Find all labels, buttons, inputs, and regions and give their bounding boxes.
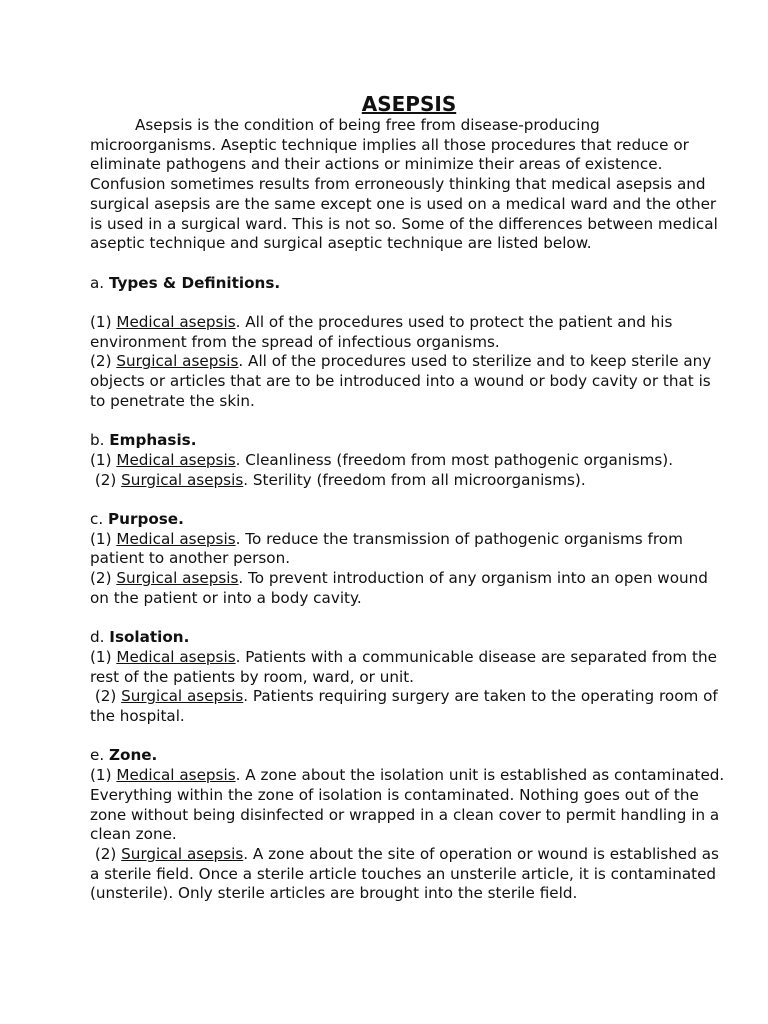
surgical-asepsis-term: Surgical asepsis	[121, 844, 244, 863]
section-b-medical	[90, 451, 728, 471]
section-c-medical	[90, 530, 728, 569]
item-number: (1)	[90, 450, 112, 469]
section-letter: b.	[90, 431, 105, 450]
section-a-medical	[90, 313, 728, 352]
item-text: . All of the procedures used to sterilize and to keep sterile any objects or articles that are to be introduced into a wound or body cavity or that is to penetrate the skin.	[90, 352, 712, 410]
medical-asepsis-term: Medical asepsis	[116, 313, 236, 331]
item-number: (2)	[94, 844, 117, 863]
item-number: (1)	[90, 313, 112, 331]
intro-paragraph: Asepsis is the condition of being free from disease-producing microorganisms. Aseptic technique implies all those procedures that reduce or eliminate pathogens and their actions or minimize their areas of existence. Confusion sometimes results from erroneously thinking that medical asepsis and surgical asepsis are the same except one is used on a medical ward and the other is used in a surgical ward. This is not so. Some of the differences between medical aseptic technique and surgical aseptic technique are listed below.	[90, 116, 718, 253]
item-number: (2)	[90, 352, 112, 371]
surgical-asepsis-term: Surgical asepsis	[116, 352, 239, 371]
section-heading: Purpose.	[108, 510, 184, 528]
section-heading: Types & Definitions.	[108, 273, 281, 292]
item-number: (2)	[94, 470, 117, 489]
medical-asepsis-term: Medical asepsis	[116, 529, 236, 548]
section-c-heading	[90, 510, 728, 530]
section-e-heading	[90, 746, 728, 766]
document-page	[90, 92, 728, 904]
section-letter: d.	[90, 628, 105, 647]
section-e-surgical	[90, 845, 728, 904]
item-text: . Patients with a communicable disease are separated from the rest of the patients by room, ward, or unit.	[90, 647, 717, 686]
surgical-asepsis-term: Surgical asepsis	[121, 470, 244, 489]
item-text: . Cleanliness (freedom from most pathogenic organisms).	[235, 450, 674, 469]
document-title: ASEPSIS	[361, 92, 457, 116]
section-d-medical	[90, 648, 728, 687]
item-number: (1)	[90, 766, 112, 785]
section-letter: e.	[90, 746, 105, 765]
item-number: (2)	[94, 687, 117, 706]
section-heading: Zone.	[109, 746, 158, 765]
item-number: (2)	[90, 569, 112, 588]
surgical-asepsis-term: Surgical asepsis	[116, 569, 239, 588]
medical-asepsis-term: Medical asepsis	[116, 647, 236, 666]
section-b-surgical	[90, 471, 728, 491]
section-a-surgical	[90, 352, 728, 411]
section-a-heading	[90, 274, 728, 294]
section-e-medical	[90, 766, 728, 845]
item-number: (1)	[90, 529, 112, 548]
item-number: (1)	[90, 647, 112, 666]
section-letter: a.	[90, 273, 105, 292]
section-heading: Isolation.	[109, 628, 190, 647]
item-text: . To prevent introduction of any organism into an open wound on the patient or into a body cavity.	[90, 569, 708, 607]
surgical-asepsis-term: Surgical asepsis	[121, 687, 244, 706]
item-text: . Sterility (freedom from all microorganisms).	[243, 470, 586, 489]
item-text: . All of the procedures used to protect the patient and his environment from the spread of infectious organisms.	[90, 313, 673, 351]
section-letter: c.	[90, 510, 104, 528]
item-text: . A zone about the isolation unit is established as contaminated. Everything within the zone of isolation is contaminated. Nothing goes out of the zone without being disinfected or wrapped in a clean cover to permit handling in a clean zone.	[90, 766, 725, 844]
section-d-heading	[90, 628, 728, 648]
item-text: . A zone about the site of operation or wound is established as a sterile field. Once a sterile article touches an unsterile article, it is contaminated (unsterile). Only sterile articles are brought into the sterile field.	[90, 844, 719, 903]
section-d-surgical	[90, 687, 728, 726]
medical-asepsis-term: Medical asepsis	[116, 450, 236, 469]
item-text: . To reduce the transmission of pathogenic organisms from patient to another person.	[90, 529, 683, 568]
section-heading: Emphasis.	[109, 431, 197, 450]
section-c-surgical	[90, 569, 728, 608]
medical-asepsis-term: Medical asepsis	[116, 766, 236, 785]
item-text: . Patients requiring surgery are taken to the operating room of the hospital.	[90, 687, 718, 726]
section-b-heading	[90, 431, 728, 451]
